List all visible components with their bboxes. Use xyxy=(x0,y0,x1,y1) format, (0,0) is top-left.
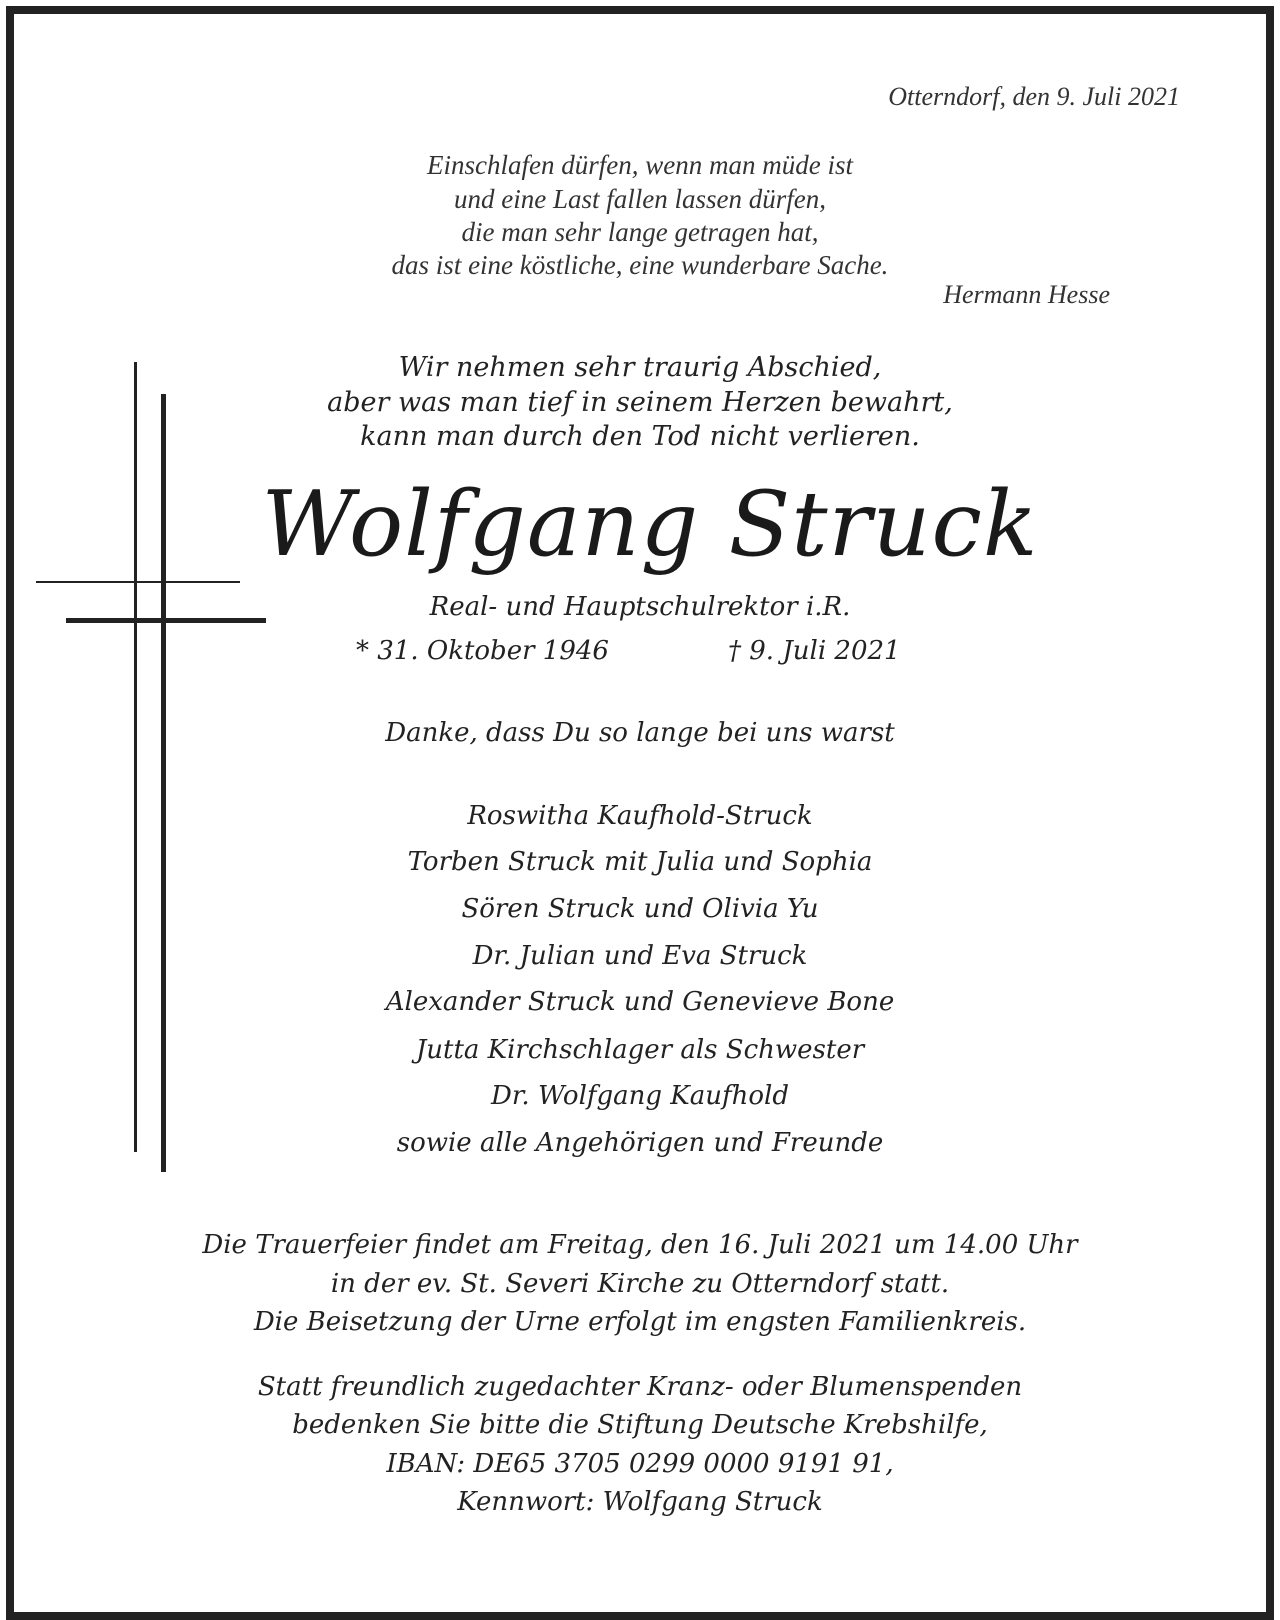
mourner-name: Roswitha Kaufhold-Struck xyxy=(467,801,813,831)
donation-line: Statt freundlich zugedachter Kranz- oder Blumenspenden xyxy=(257,1372,1023,1402)
poem-line: das ist eine köstliche, eine wunderbare Sache. xyxy=(391,250,889,280)
farewell-line: Wir nehmen sehr traurig Abschied, xyxy=(398,352,882,383)
ceremony-line: Die Beisetzung der Urne erfolgt im engsten Familienkreis. xyxy=(253,1307,1027,1337)
donation-line: Kennwort: Wolfgang Struck xyxy=(457,1487,823,1517)
deceased-name: Wolfgang Struck xyxy=(261,472,1039,577)
poem-line: Einschlafen dürfen, wenn man müde ist xyxy=(427,150,853,180)
mourner-name: Jutta Kirchschlager als Schwester xyxy=(415,1035,865,1065)
poem-line: die man sehr lange getragen hat, xyxy=(461,217,819,247)
donation-line: IBAN: DE65 3705 0299 0000 9191 91, xyxy=(386,1449,894,1479)
mourner-name: Torben Struck mit Julia und Sophia xyxy=(407,847,873,877)
mourner-name: Sören Struck und Olivia Yu xyxy=(461,894,819,924)
ceremony-line: in der ev. St. Severi Kirche zu Otterndorf statt. xyxy=(330,1269,950,1299)
deceased-title: Real- und Hauptschulrektor i.R. xyxy=(429,592,851,622)
death-date: † 9. Juli 2021 xyxy=(728,636,901,666)
thanks-line: Danke, dass Du so lange bei uns warst xyxy=(385,718,895,748)
mourner-name: Alexander Struck und Genevieve Bone xyxy=(385,987,895,1017)
birth-date: * 31. Oktober 1946 xyxy=(356,636,609,666)
donation-line: bedenken Sie bitte die Stiftung Deutsche Krebshilfe, xyxy=(292,1410,988,1440)
mourner-name: Dr. Julian und Eva Struck xyxy=(472,941,808,971)
farewell-line: aber was man tief in seinem Herzen bewahrt, xyxy=(327,387,953,418)
farewell-line: kann man durch den Tod nicht verlieren. xyxy=(360,421,920,452)
mourner-name: sowie alle Angehörigen und Freunde xyxy=(396,1128,884,1158)
ceremony-line: Die Trauerfeier findet am Freitag, den 16. Juli 2021 um 14.00 Uhr xyxy=(202,1230,1078,1260)
poem-author: Hermann Hesse xyxy=(943,280,1110,309)
poem-line: und eine Last fallen lassen dürfen, xyxy=(454,184,826,214)
mourner-name: Dr. Wolfgang Kaufhold xyxy=(491,1081,789,1111)
place-date: Otterndorf, den 9. Juli 2021 xyxy=(888,82,1180,111)
